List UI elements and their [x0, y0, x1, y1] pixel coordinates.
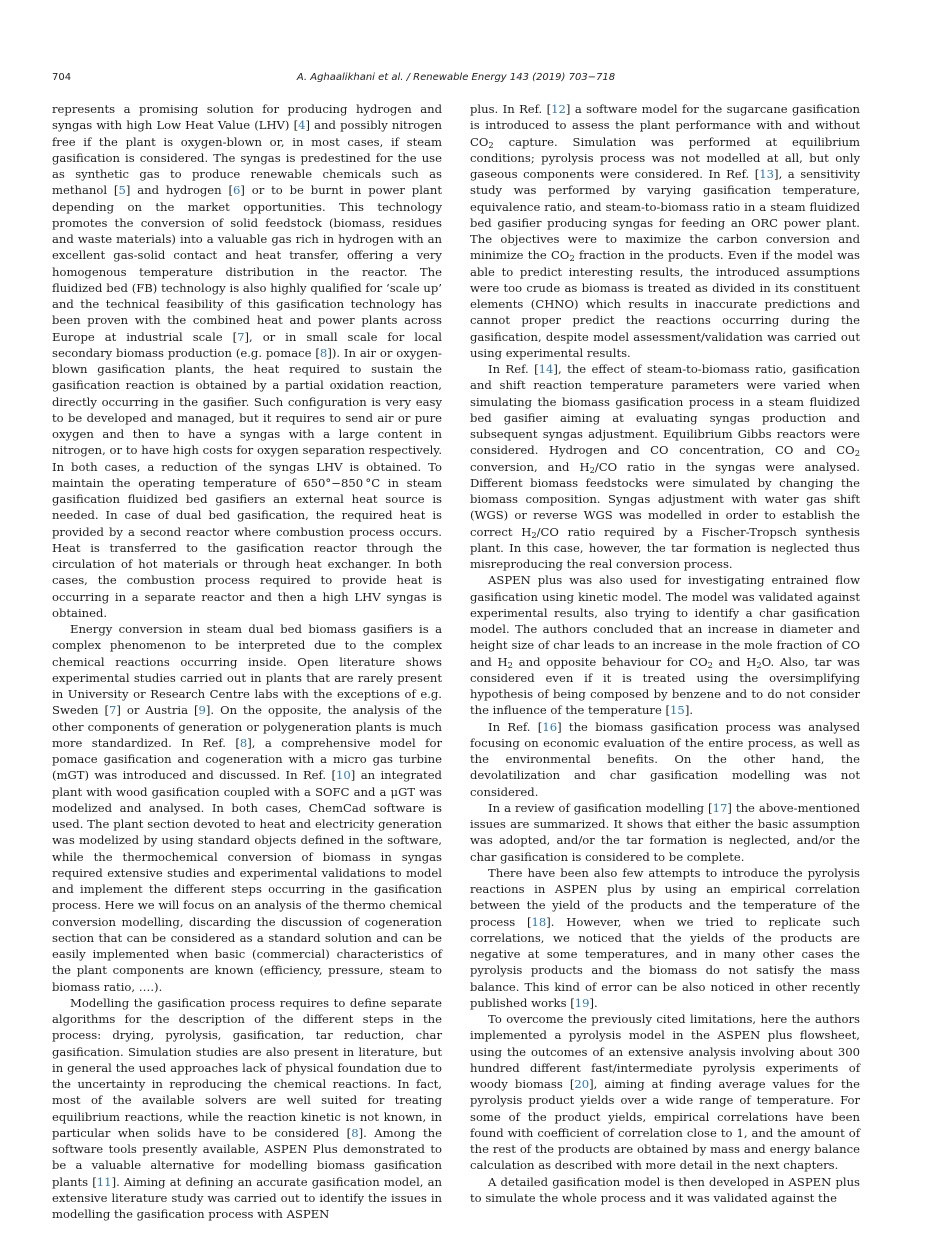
citation-link[interactable]: 5 — [118, 183, 126, 198]
paragraph: In Ref. [14], the effect of steam-to-biomass ratio, gasification and shift reaction temperature parameters were varied when simulating the biomass gasification process in a steam fluidized bed gasifier aiming at evaluating syngas production and subsequent syngas adjustment. Equilibrium Gibbs reactors were considered. Hydrogen and CO concentration, CO and $CO_2$ conversion, and $H_2/CO$ ratio in the syngas were analysed. Different biomass feedstocks were simulated by changing the biomass composition. Syngas adjustment with water gas shift (WGS) or reverse WGS was modelled in order to establish the correct $H_2/CO$ ratio required by a Fischer-Tropsch synthesis plant. In this case, however, the tar formation is neglected thus misreproducing the real conversion process. — [470, 362, 860, 571]
right-column — [470, 101, 860, 1206]
paragraph: There have been also few attempts to introduce the pyrolysis reactions in ASPEN plus by using an empirical correlation between the yield of the products and the temperature of the process [18]. However, when we tried to replicate such correlations, we noticed that the yields of the products are negative at some temperatures, and in many other cases the pyrolysis products and the biomass do not satisfy the mass balance. This kind of error can be also noticed in other recently published works [19]. — [470, 865, 861, 1010]
paragraph: ASPEN plus was also used for investigating entrained flow gasification using kinetic model. The model was validated against experimental results, also trying to identify a char gasification model. The authors concluded that an increase in diameter and height size of char leads to an increase in the mole fraction of CO and $H_2$ and opposite behaviour for $CO_2$ and $H_2O$. Also, tar was considered even if it is treated using the oversimplifying hypothesis of being composed by benzene and to do not consider the influence of the temperature [15]. — [470, 573, 860, 718]
citation-link[interactable]: 11 — [96, 1174, 112, 1189]
citation-link[interactable]: 17 — [712, 800, 728, 815]
paragraph: represents a promising solution for producing hydrogen and syngas with high Low Heat Value (LHV) [4] and possibly nitrogen free if the plant is oxygen-blown or, in most cases, if steam gasification is considered. The syngas is predestined for the use as synthetic gas to produce renewable chemicals such as methanol [5] and hydrogen [6] or to be burnt in power plant depending on the market opportunities. This technology promotes the conversion of solid feedstock (biomass, residues and waste materials) into a valuable gas rich in hydrogen with an excellent gas-solid contact and heat transfer, offering a very homogenous temperature distribution in the reactor. The fluidized bed (FB) technology is also highly qualified for ‘scale up’ and the technical feasibility of this gasification technology has been proven with the combined heat and power plants across Europe at industrial scale [7], or in small scale for local secondary biomass production (e.g. pomace [8]). In air or oxygen-blown gasification plants, the heat required to sustain the gasification reaction is obtained by a partial oxidation reaction, directly occurring in the gasifier. Such configuration is very easy to be developed and managed, but it requires to send air or pure oxygen and then to have a syngas with a large content in nitrogen, or to have high costs for oxygen separation respectively. In both cases, a reduction of the syngas LHV is obtained. To maintain the operating temperature of 650°−850 °C in steam gasification fluidized bed gasifiers an external heat source is needed. In case of dual bed gasification, the required heat is provided by a second reactor where combustion process occurs. Heat is transferred to the gasification reactor through the circulation of hot materials or through heat exchanger. In both cases, the combustion process required to provide heat is occurring in a separate reactor and then a high LHV syngas is obtained. — [52, 102, 442, 620]
citation-link[interactable]: 18 — [531, 914, 547, 929]
citation-link[interactable]: 4 — [298, 118, 306, 133]
page-number: 704 — [52, 72, 72, 83]
citation-link[interactable]: 10 — [336, 768, 351, 783]
paragraph: Energy conversion in steam dual bed biomass gasifiers is a complex phenomenon to be interpreted due to the complex chemical reactions occurring inside. Open literature shows experimental studies carried out in plants that are rarely present in University or Research Centre labs with the exceptions of e.g. Sweden [7] or Austria [9]. On the opposite, the analysis of the other components of generation or polygeneration plants is much more standardized. In Ref. [8], a comprehensive model for pomace gasification and cogeneration with a micro gas turbine (mGT) was introduced and discussed. In Ref. [10] an integrated plant with wood gasification coupled with a SOFC and a μGT was modelized and analysed. In both cases, ChemCad software is used. The plant section devoted to heat and electricity generation was modelized by using standard objects defined in the software, while the thermochemical conversion of biomass in syngas required extensive studies and experimental validations to model and implement the different steps occurring in the gasification process. Here we will focus on an analysis of the thermo chemical conversion modelling, discarding the discussion of cogeneration section that can be considered as a standard solution and can be easily implemented when basic (commercial) characteristics of the plant components are known (efficiency, pressure, steam to biomass ratio, ….). — [52, 622, 442, 994]
citation-link[interactable]: 8 — [319, 345, 328, 360]
paragraph: In a review of gasification modelling [17] the above-mentioned issues are summarized. It shows that either the basic assumption was adopted, and/or the tar formation is neglected, and/or the char gasification is considered to be complete. — [470, 800, 860, 864]
citation-link[interactable]: 19 — [574, 995, 590, 1010]
citation-link[interactable]: 15 — [670, 703, 685, 718]
running-head: A. Aghaalikhani et al. / Renewable Energy 143 (2019) 703−718 — [296, 72, 616, 83]
citation-link[interactable]: 7 — [237, 329, 245, 344]
citation-link[interactable]: 7 — [108, 703, 117, 718]
paragraph: In Ref. [16] the biomass gasification process was analysed focusing on economic evaluation of the entire process, as well as the environmental benefits. On the other hand, the devolatilization and char gasification modelling was not considered. — [470, 719, 861, 799]
citation-link[interactable]: 14 — [538, 362, 554, 376]
running-header — [52, 72, 860, 88]
citation-link[interactable]: 6 — [232, 183, 241, 198]
citation-link[interactable]: 8 — [239, 735, 248, 750]
citation-link[interactable]: 13 — [759, 167, 775, 181]
left-column — [52, 101, 442, 1222]
paragraph: Modelling the gasification process requires to define separate algorithms for the description of the different steps in the process: drying, pyrolysis, gasification, tar reduction, char gasification. Simulation studies are also present in literature, but in general the used approaches lack of physical foundation due to the uncertainty in reproducing the chemical reactions. In fact, most of the available solvers are well suited for treating equilibrium reactions, while the reaction kinetic is not known, in particular when solids have to be considered [8]. Among the software tools presently available, ASPEN Plus demonstrated to be a valuable alternative for modelling biomass gasification plants [11]. Aiming at defining an accurate gasification model, an extensive literature study was carried out to identify the issues in modelling the gasification process with ASPEN — [52, 995, 443, 1221]
paragraph: A detailed gasification model is then developed in ASPEN plus to simulate the whole process and it was validated against the — [470, 1174, 860, 1205]
citation-link[interactable]: 8 — [351, 1125, 359, 1140]
citation-link[interactable]: 20 — [574, 1077, 590, 1091]
citation-link[interactable]: 12 — [551, 102, 566, 116]
citation-link[interactable]: 9 — [198, 703, 206, 718]
citation-link[interactable]: 16 — [542, 719, 558, 734]
paragraph: plus. In Ref. [12] a software model for the sugarcane gasification is introduced to assess the plant performance with and without $CO_2$ capture. Simulation was performed at equilibrium conditions; pyrolysis process was not modelled at all, but only gaseous components were considered. In Ref. [13], a sensitivity study was performed by varying gasification temperature, equivalence ratio, and steam-to-biomass ratio in a steam fluidized bed gasifier producing syngas for feeding an ORC power plant. The objectives were to maximize the carbon conversion and minimize the $CO_2$ fraction in the products. Even if the model was able to predict interesting results, the introduced assumptions were too crude as biomass is treated as divided in its constituent elements (CHNO) which results in inaccurate predictions and cannot proper predict the reactions occurring during the gasification, despite model assessment/validation was carried out using experimental results. — [470, 102, 860, 360]
paragraph: To overcome the previously cited limitations, here the authors implemented a pyrolysis model in the ASPEN plus flowsheet, using the outcomes of an extensive analysis involving about 300 hundred different fast/intermediate pyrolysis experiments of woody biomass [20], aiming at finding average values for the pyrolysis product yields over a wide range of temperature. For some of the product yields, empirical correlations have been found with coefficient of correlation close to 1, and the amount of the rest of the products are obtained by mass and energy balance calculation as described with more detail in the next chapters. — [470, 1012, 860, 1173]
